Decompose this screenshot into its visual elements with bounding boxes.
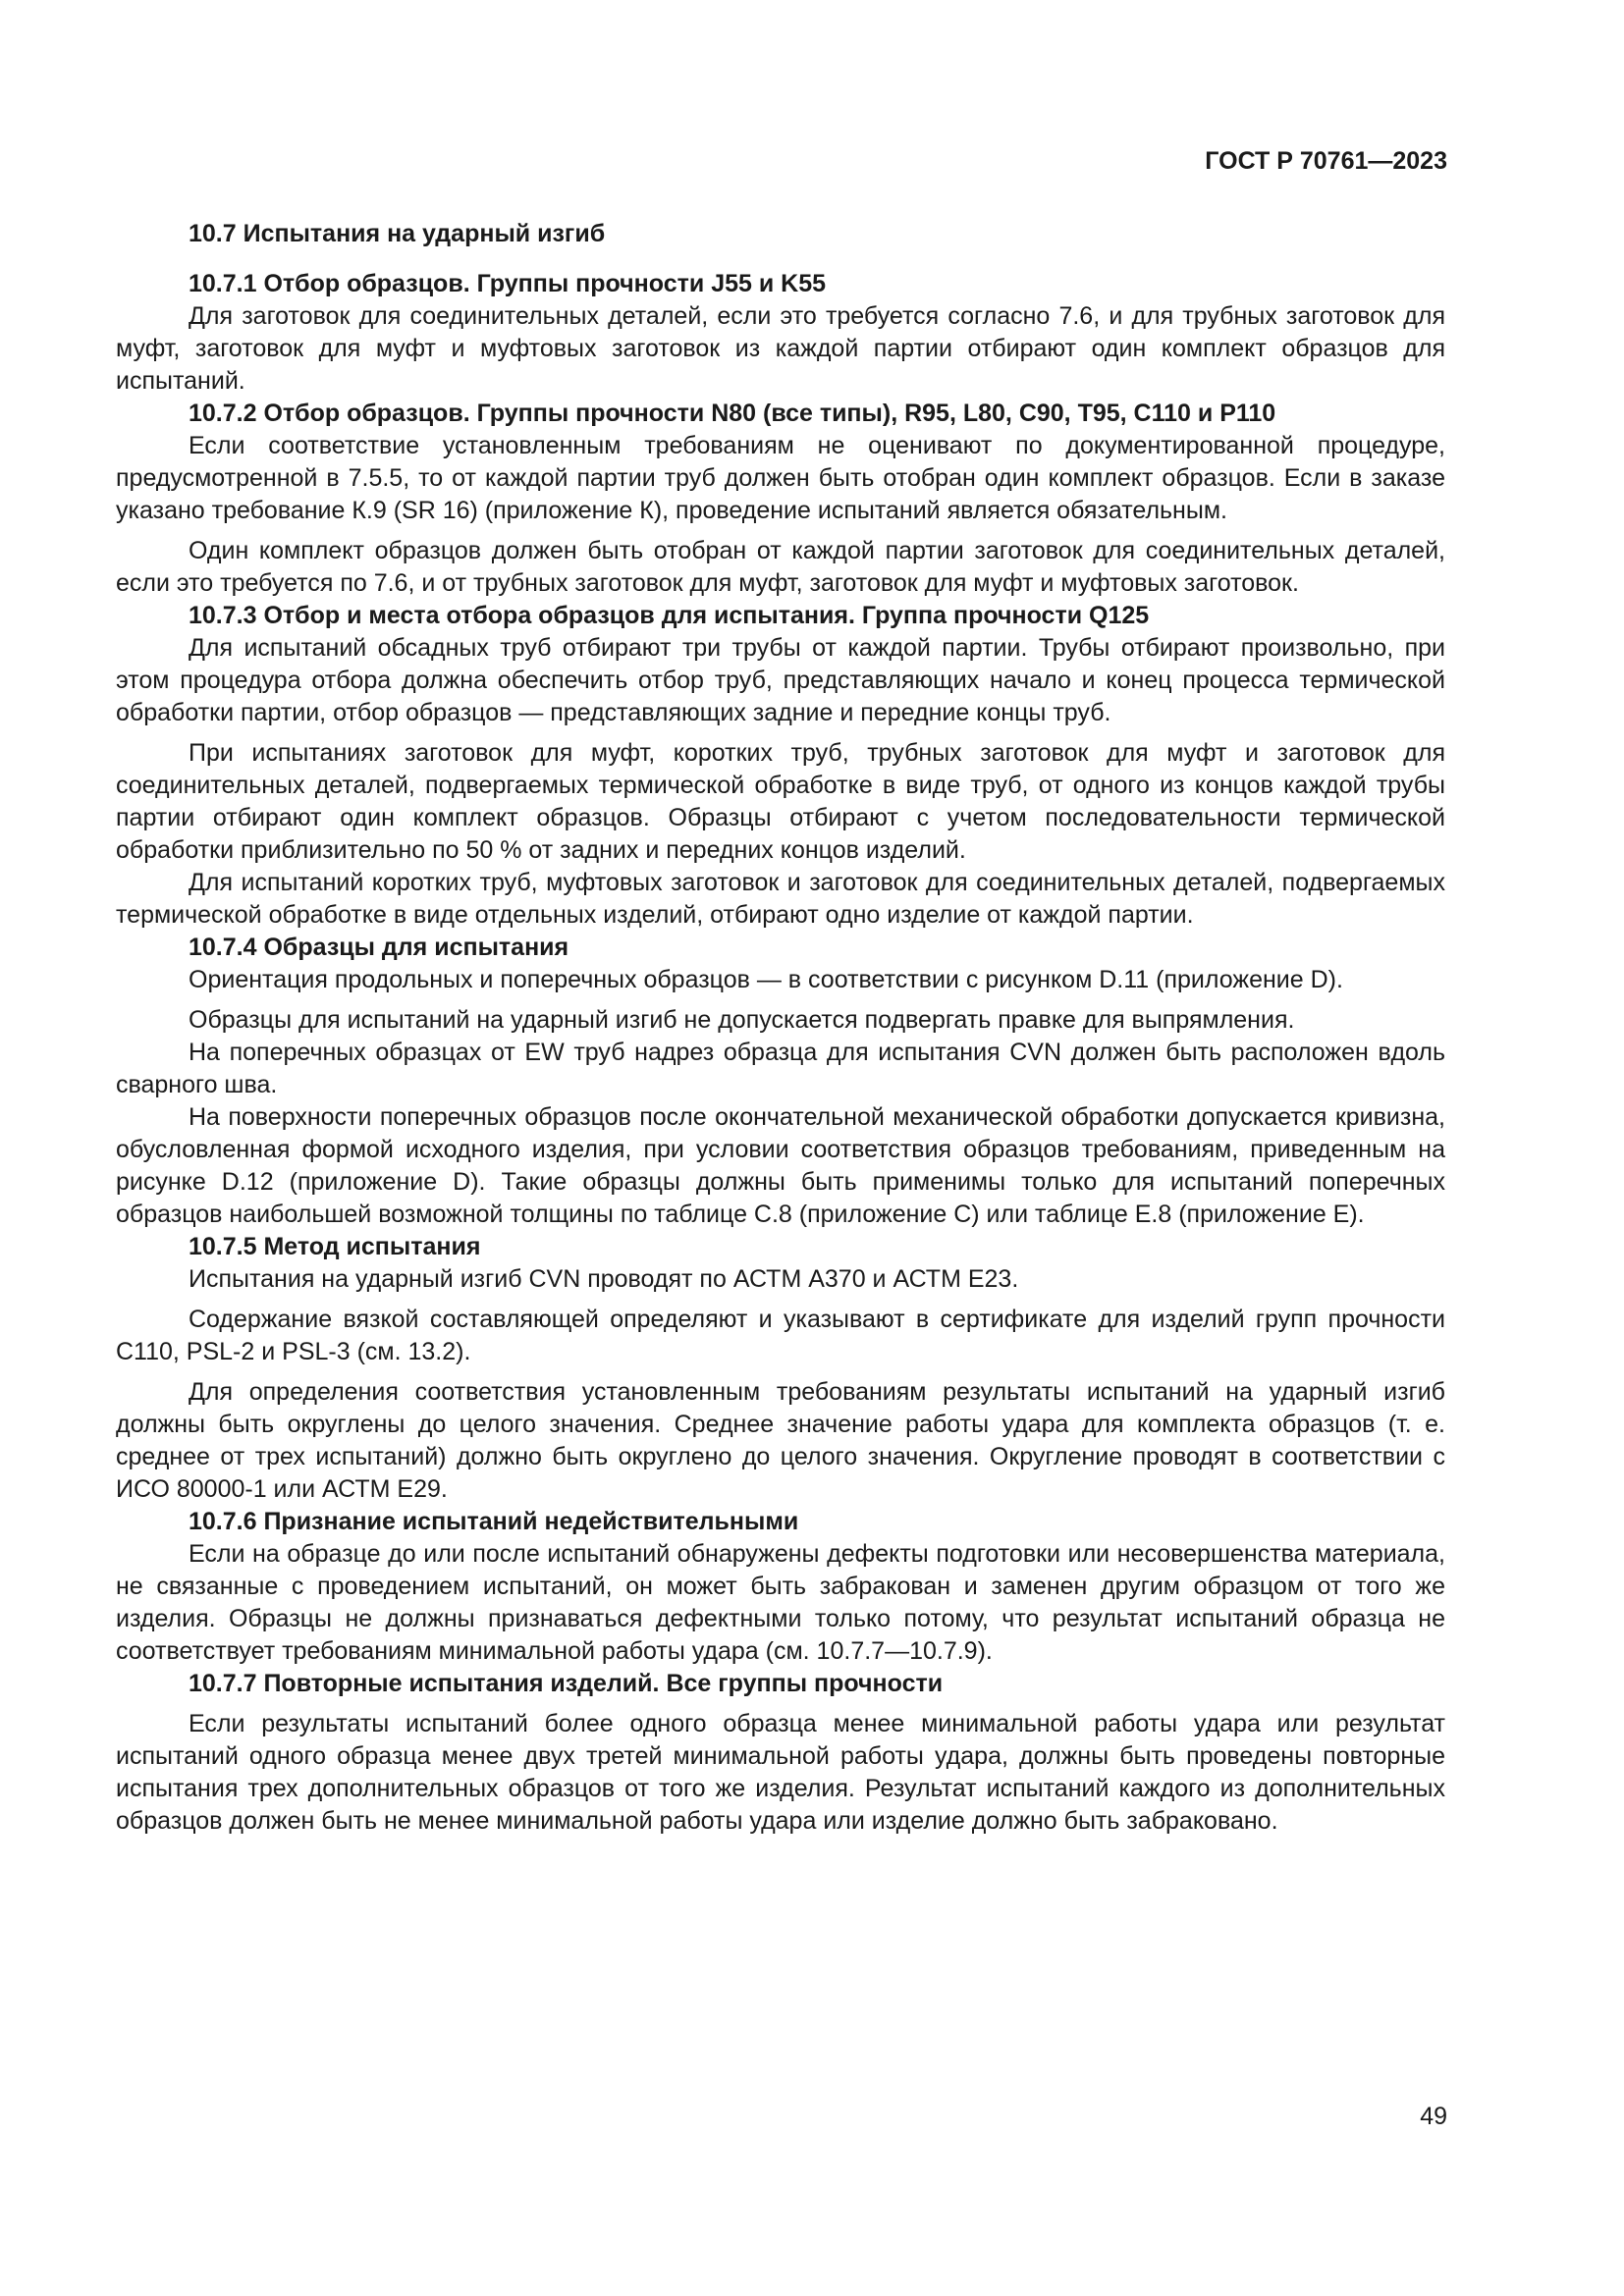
paragraph: Испытания на ударный изгиб CVN проводят по АСТМ А370 и АСТМ Е23.: [189, 1265, 1019, 1293]
document-code-header: ГОСТ Р 70761—2023: [1205, 147, 1447, 175]
document-body: [116, 218, 1445, 1838]
subsection-title-10-7-1: 10.7.1 Отбор образцов. Группы прочности J55 и K55: [189, 270, 827, 297]
paragraph: Для испытаний коротких труб, муфтовых заготовок и заготовок для соединительных деталей, подвергаемых термической обработке в виде отдельных изделий, отбирают одно изделие от каждой партии.: [116, 869, 1445, 929]
paragraph: При испытаниях заготовок для муфт, коротких труб, трубных заготовок для муфт и заготовок для соединительных деталей, подвергаемых термической обработке в виде труб, от одного из концов каждой трубы партии отбирают один комплект образцов. Образцы отбирают с учетом последовательности термической обработки приблизительно по 50 % от задних и передних концов изделий.: [116, 739, 1445, 864]
subsection-title-10-7-4: 10.7.4 Образцы для испытания: [189, 934, 569, 961]
paragraph: Если результаты испытаний более одного образца менее минимальной работы удара или результат испытаний одного образца менее двух третей минимальной работы удара, должны быть проведены повторные испытания трех дополнительных образцов от того же изделия. Результат испытаний каждого из дополнительных образцов должен быть не менее минимальной работы удара или изделие должно быть забраковано.: [116, 1710, 1445, 1835]
subsection-title-10-7-2: 10.7.2 Отбор образцов. Группы прочности N80 (все типы), R95, L80, C90, T95, C110 и P110: [189, 400, 1276, 427]
subsection-title-10-7-6: 10.7.6 Признание испытаний недействительными: [189, 1508, 799, 1535]
subsection-title-10-7-3: 10.7.3 Отбор и места отбора образцов для испытания. Группа прочности Q125: [189, 602, 1150, 629]
subsection-title-10-7-5: 10.7.5 Метод испытания: [189, 1233, 481, 1260]
paragraph: Если соответствие установленным требованиям не оценивают по документированной процедуре, предусмотренной в 7.5.5, то от каждой партии труб должен быть отобран один комплект образцов. Если в заказе указано требование К.9 (SR 16) (приложение К), проведение испытаний является обязательным.: [116, 432, 1445, 524]
paragraph: Для определения соответствия установленным требованиям результаты испытаний на ударный изгиб должны быть округлены до целого значения. Среднее значение работы удара для комплекта образцов (т. е. среднее от трех испытаний) должно быть округлено до целого значения. Округление проводят в соответствии с ИСО 80000-1 или АСТМ Е29.: [116, 1378, 1445, 1503]
subsection-title-10-7-7: 10.7.7 Повторные испытания изделий. Все группы прочности: [189, 1670, 944, 1697]
paragraph: Для заготовок для соединительных деталей, если это требуется согласно 7.6, и для трубных заготовок для муфт, заготовок для муфт и муфтовых заготовок из каждой партии отбирают один комплект образцов для испытаний.: [116, 302, 1445, 395]
paragraph: На поверхности поперечных образцов после окончательной механической обработки допускается кривизна, обусловленная формой исходного изделия, при условии соответствия образцов требованиям, приведенным на рисунке D.12 (приложение D). Такие образцы должны быть применимы только для испытаний поперечных образцов наибольшей возможной толщины по таблице С.8 (приложение С) или таблице Е.8 (приложение Е).: [116, 1103, 1445, 1228]
paragraph: Образцы для испытаний на ударный изгиб не допускается подвергать правке для выпрямления.: [189, 1006, 1295, 1034]
paragraph: Один комплект образцов должен быть отобран от каждой партии заготовок для соединительных деталей, если это требуется по 7.6, и от трубных заготовок для муфт, заготовок для муфт и муфтовых заготовок.: [116, 537, 1445, 597]
section-title: 10.7 Испытания на ударный изгиб: [189, 220, 606, 247]
paragraph: Содержание вязкой составляющей определяют и указывают в сертификате для изделий групп прочности С110, PSL-2 и PSL-3 (см. 13.2).: [116, 1306, 1445, 1365]
page-number: 49: [1420, 2103, 1447, 2130]
paragraph: Для испытаний обсадных труб отбирают три трубы от каждой партии. Трубы отбирают произвольно, при этом процедура отбора должна обеспечить отбор труб, представляющих начало и конец процесса термической обработки партии, отбор образцов — представляющих задние и передние концы труб.: [116, 634, 1445, 726]
paragraph: Если на образце до или после испытаний обнаружены дефекты подготовки или несовершенства материала, не связанные с проведением испытаний, он может быть забракован и заменен другим образцом от того же изделия. Образцы не должны признаваться дефектными только потому, что результат испытаний образца не соответствует требованиям минимальной работы удара (см. 10.7.7—10.7.9).: [116, 1540, 1445, 1665]
paragraph: На поперечных образцах от EW труб надрез образца для испытания CVN должен быть расположен вдоль сварного шва.: [116, 1039, 1445, 1098]
paragraph: Ориентация продольных и поперечных образцов — в соответствии с рисунком D.11 (приложение D).: [189, 966, 1343, 993]
